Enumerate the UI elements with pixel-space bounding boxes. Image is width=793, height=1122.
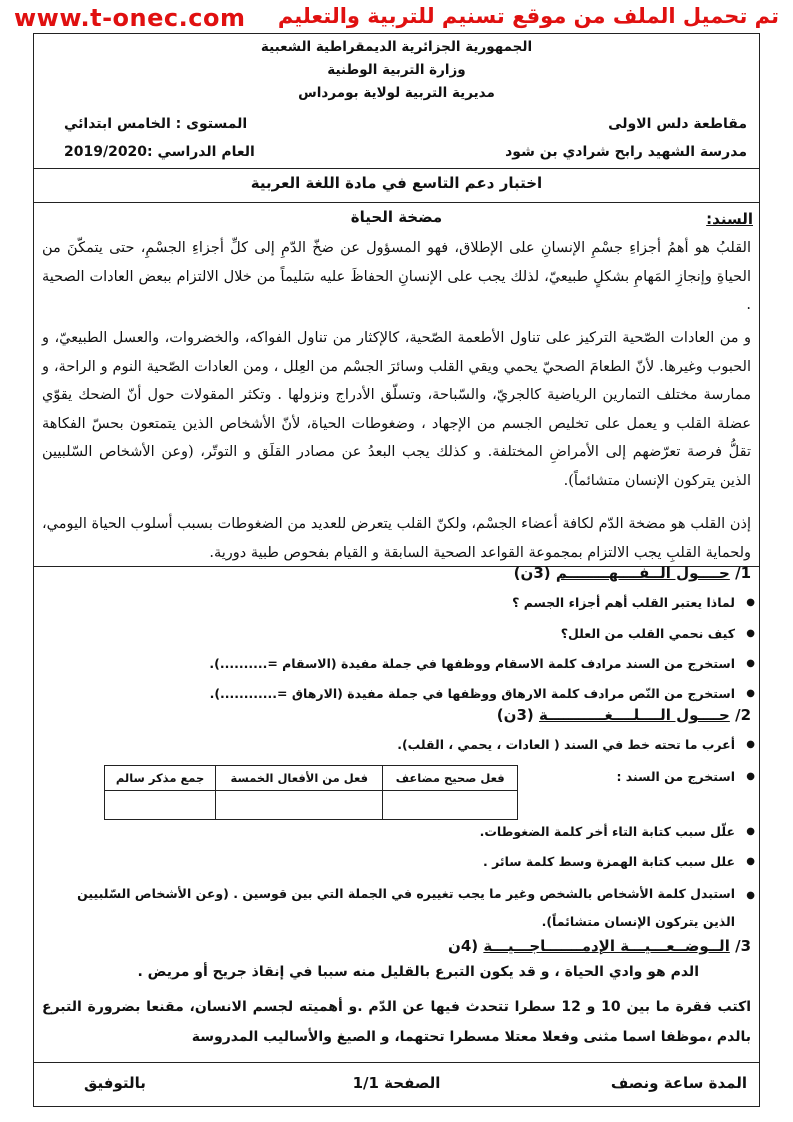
section-3-points: (4ن — [448, 937, 479, 955]
question-2-4: ● علل سبب كتابة الهمزة وسط كلمة سائر . — [483, 854, 735, 869]
paragraph-1: القلبُ هو أهمُ أجزاءِ جسْمِ الإنسانِ على الإطلاق، فهو المسؤول عن ضخّ الدّمِ إلى كلِّ أجزاءِ الجسْمِ، حتى يتمكّنَ من الحياةِ وإنجازِ المَهامِ بشكلٍ طبيعيّ، لذلك يجب على الإنسانِ الحفاظَ عليه سَليماً من خلال الالتزام ببعض العادات الصحية . — [42, 240, 751, 313]
school-label: مدرسة الشهيد رابح شرادي بن شود — [505, 144, 747, 160]
divider-top — [34, 168, 759, 169]
question-2-1: ● أعرب ما تحته خط في السند ( العادات ، يحمي ، القلب). — [397, 737, 735, 752]
section-1-points: (3ن) — [513, 564, 551, 582]
section-1-title: حــــول الــفــــهــــــــم — [555, 564, 730, 582]
section-2-heading — [497, 706, 751, 724]
district-label: مقاطعة دلس الاولى — [608, 116, 747, 132]
duration-label: المدة ساعة ونصف — [610, 1074, 747, 1092]
site-banner — [14, 4, 779, 34]
section-1-number: 1/ — [735, 564, 751, 582]
question-2-3: ● علّل سبب كتابة التاء أخر كلمة الضغوطات. — [480, 824, 735, 839]
text-label: السند: — [706, 210, 753, 228]
question-2-5: ● استبدل كلمة الأشخاص بالشخص وغير ما يجب تغييره في الجملة التي بين قوسين . (وعن الأشخاص السّلبيين الذين يتركون الإنسان متشائماً). — [54, 880, 735, 936]
ministry-line: وزارة التربية الوطنية — [327, 62, 466, 78]
question-2-2: ● استخرج من السند : — [616, 769, 735, 784]
level-label: المستوى : الخامس ابتدائي — [64, 116, 248, 132]
extraction-table — [104, 765, 518, 820]
table-header-masc-plural: جمع مذكر سالم — [105, 766, 216, 791]
banner-url[interactable]: www.t-onec.com — [14, 4, 246, 32]
section-3-title: الــوضــعـــيـــة الإدمـــــــاجـــيـــة — [483, 937, 730, 955]
table-cell-answer[interactable] — [216, 791, 383, 820]
official-header — [34, 36, 759, 105]
exam-sheet — [33, 33, 760, 1107]
text-title: مضخة الحياة — [350, 208, 443, 226]
section-2-points: (3ن) — [496, 706, 534, 724]
directorate-line: مديرية التربية لولاية بومرداس — [298, 85, 495, 101]
divider-title — [34, 202, 759, 203]
table-header-five-verbs: فعل من الأفعال الخمسة — [216, 766, 383, 791]
section-3-number: 3/ — [735, 937, 751, 955]
table-cell-answer[interactable] — [383, 791, 518, 820]
table-header-doubled-verb: فعل صحيح مضاعف — [383, 766, 518, 791]
banner-text: تم تحميل الملف من موقع تسنيم للتربية والتعليم — [277, 4, 779, 28]
paragraph-3: إذن القلب هو مضخة الدّم لكافة أعضاء الجسْم، ولكنّ القلب يتعرض للعديد من الضغوطات بسبب أسلوب الحياة اليومي، ولحماية القلبِ يجب الالتزام بمجموعة القواعد الصحية السابقة و القيام بفحوص طبية دورية. — [42, 516, 751, 561]
exam-title: اختبار دعم التاسع في مادة اللغة العربية — [250, 174, 543, 192]
section-2-number: 2/ — [735, 706, 751, 724]
section-3-heading — [448, 937, 751, 955]
question-1-2: ● كيف نحمي القلب من العلل؟ — [561, 626, 735, 641]
question-1-3: ● استخرج من السند مرادف كلمة الاسقام ووظفها في جملة مفيدة (الاسقام =..........). — [209, 656, 735, 671]
paragraph-2: و من العادات الصّحية التركيز على تناول الأطعمة الصّحية، كالإكثار من تناول الفواكه، والخضروات، والعسل الطبيعيّ، و الحبوب وغيرها. لأنّ الطعامَ الصحيّ يحمي ويقي القلب وسائرَ الجسْم من العِلل ، ومن العادات الصّحية النوم و الراحة، و ممارسة مختلف التمارين الرياضية كالجريّ، والسّباحة، وتسلّق الأدراج ونزولها . وتكثر المقولات حول أنّ الضحك يقوّي عضلة القلب و يعمل على تخليص الجسم من الإجهاد ، وضغوطات الحياة، لأنّ الأشخاص الذين يتمتعون بحسّ الفكاهة تقلُّ فرصة تعرّضهم إلى الأمراضِ المختلفة. و كذلك يجب البعدُ عن مصادر القلَق و التوتّر، (وعن الأشخاص السّلبيين الذين يتركون الإنسان متشائماً). — [42, 330, 751, 489]
table-cell-answer[interactable] — [105, 791, 216, 820]
question-1-1: ● لماذا يعتبر القلب أهم أجزاء الجسم ؟ — [512, 595, 735, 610]
section-1-heading — [514, 564, 751, 582]
integration-task: اكتب فقرة ما بين 10 و 12 سطرا تتحدث فيها عن الدّم .و أهميته لجسم الانسان، مقنعا بضرورة التبرع بالدم ،موظفا اسما مثنى وفعلا معتلا مسطرا تحتهما، و الصيغ والأساليب المدروسة — [42, 999, 752, 1045]
section-2-title: حــــول الــــلــــغـــــــــــة — [539, 706, 730, 724]
republic-line: الجمهورية الجزائرية الديمقراطية الشعبية — [260, 39, 533, 55]
page-number: الصفحة 1/1 — [352, 1074, 441, 1092]
good-luck-label: بالتوفيق — [84, 1074, 146, 1092]
integration-intro: الدم هو وادي الحياة ، و قد يكون التبرع بالقليل منه سببا في إنقاذ جريح أو مريض . — [137, 964, 699, 980]
year-label: العام الدراسي :2019/2020 — [64, 144, 255, 160]
question-1-4: ● استخرج من النّص مرادف كلمة الارهاق ووظفها في جملة مفيدة (الارهاق =............). — [210, 686, 735, 701]
divider-footer — [34, 1062, 759, 1063]
